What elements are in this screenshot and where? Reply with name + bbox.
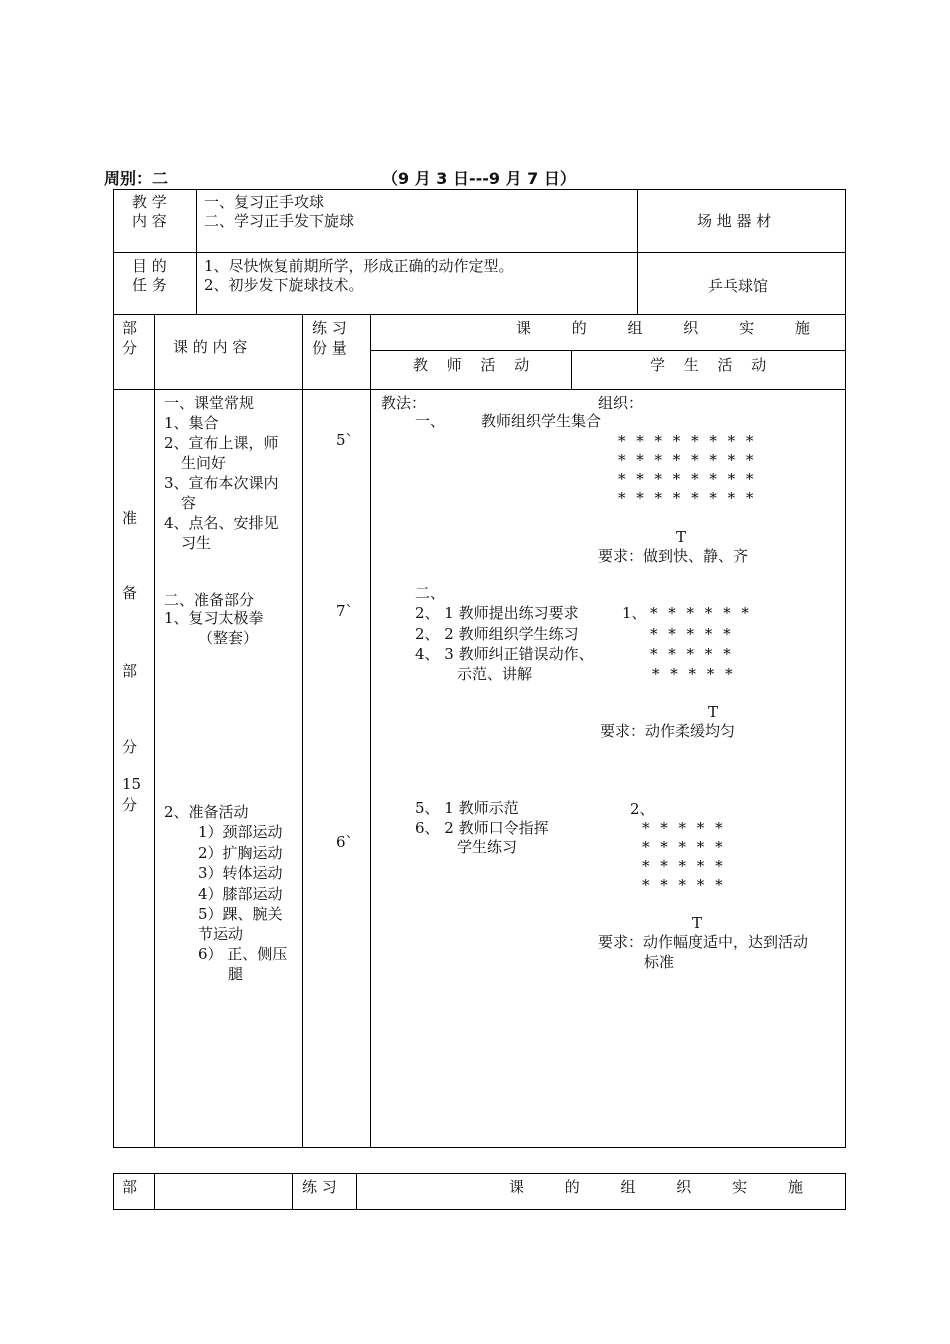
step3-line: 5、 1 教师示范 <box>415 799 519 817</box>
content-line: 2、准备活动 <box>164 803 249 821</box>
content-line: 4、点名、安排见 <box>164 514 279 532</box>
step1-number: 一、 <box>415 412 446 430</box>
header-student: 学 生 活 动 <box>650 356 774 374</box>
header-practice-2: 份 量 <box>312 339 347 357</box>
part-char-3: 部 <box>122 662 138 680</box>
table-col-divider <box>571 350 572 390</box>
table2-implementation: 课 的 组 织 实 施 <box>509 1178 821 1196</box>
step3-line: 学生练习 <box>457 838 518 856</box>
objective-2: 2、初步发下旋球技术。 <box>204 276 364 294</box>
formation1-row: * * * * * * * * <box>618 432 757 450</box>
header-part-2: 分 <box>122 339 138 357</box>
formation3-row: * * * * * <box>642 838 726 856</box>
week-label: 周别：二 <box>104 169 169 188</box>
content-line: 1、集合 <box>164 414 219 432</box>
table-row-divider <box>113 314 846 315</box>
formation1-row: * * * * * * * * <box>618 489 757 507</box>
table-border-right <box>845 189 846 1148</box>
teaching-content-label-2: 内 容 <box>132 212 167 230</box>
content-line: 习生 <box>181 534 212 552</box>
step2-number: 二、 <box>415 584 446 602</box>
table2-part: 部 <box>122 1178 138 1196</box>
method-label: 教法： <box>381 394 427 412</box>
duration-value: 15 <box>122 775 142 793</box>
table-row-divider <box>113 389 846 390</box>
part-char-4: 分 <box>122 738 138 756</box>
formation3-row: * * * * * <box>642 857 726 875</box>
formation2-prefix: 1、 <box>622 604 647 622</box>
content-line: 3）转体运动 <box>198 864 283 882</box>
content-line: 容 <box>181 494 197 512</box>
content-line: 5）踝、腕关 <box>198 905 283 923</box>
step2-line: 2、 1 教师提出练习要求 <box>415 604 579 622</box>
content-line: 生问好 <box>181 454 227 472</box>
table2-border-bottom <box>113 1209 846 1210</box>
formation1-row: * * * * * * * * <box>618 451 757 469</box>
formation2-row: * * * * * * <box>650 604 752 622</box>
step2-line: 2、 2 教师组织学生练习 <box>415 625 579 643</box>
formation3-prefix: 2、 <box>630 800 655 818</box>
venue: 乒乓球馆 <box>708 277 769 295</box>
teaching-content-1: 一、复习正手攻球 <box>204 193 325 211</box>
teacher-mark: T <box>692 914 703 932</box>
table-col-divider <box>370 314 371 1148</box>
formation2-row: * * * * * <box>650 625 734 643</box>
table-col-divider <box>637 189 638 315</box>
table2-col-divider <box>154 1173 155 1210</box>
table-border-top <box>113 189 846 190</box>
part-char-2: 备 <box>122 584 138 602</box>
requirement-3: 要求：动作幅度适中，达到活动 <box>598 933 809 951</box>
header-practice-1: 练 习 <box>312 319 347 337</box>
step1-text: 教师组织学生集合 <box>481 412 602 430</box>
table-border-left <box>113 189 114 1148</box>
requirement-1: 要求：做到快、静、齐 <box>598 547 749 565</box>
header-teacher: 教 师 活 动 <box>413 356 537 374</box>
content-line: 4）膝部运动 <box>198 885 283 903</box>
content-line: 2）扩胸运动 <box>198 844 283 862</box>
part-char-1: 准 <box>122 509 138 527</box>
content-line: 2、宣布上课，师 <box>164 434 279 452</box>
content-line: 3、宣布本次课内 <box>164 474 279 492</box>
header-part-1: 部 <box>122 319 138 337</box>
content-line: 二、准备部分 <box>164 591 255 609</box>
step3-line: 6、 2 教师口令指挥 <box>415 819 549 837</box>
content-line: （整套） <box>198 629 259 647</box>
table-row-divider <box>113 252 846 253</box>
practice-amount: 7` <box>336 602 354 620</box>
header-implementation: 课 的 组 织 实 施 <box>516 319 828 337</box>
requirement-3-cont: 标准 <box>644 953 675 971</box>
content-line: 6） 正、侧压 <box>198 945 288 963</box>
step2-line: 4、 3 教师纠正错误动作、 <box>415 645 594 663</box>
table-row-divider <box>370 350 846 351</box>
teacher-mark: T <box>676 528 687 546</box>
content-line: 一、课堂常规 <box>164 394 255 412</box>
date-range: （9 月 3 日---9 月 7 日） <box>382 169 576 188</box>
header-content: 课 的 内 容 <box>173 338 248 356</box>
practice-amount: 5` <box>336 431 354 449</box>
org-label: 组织： <box>598 394 644 412</box>
formation3-row: * * * * * <box>642 819 726 837</box>
teaching-content-2: 二、学习正手发下旋球 <box>204 212 355 230</box>
formation2-row: * * * * * <box>650 645 734 663</box>
teaching-content-label-1: 教 学 <box>132 193 167 211</box>
table2-border-top <box>113 1173 846 1174</box>
requirement-2: 要求：动作柔缓均匀 <box>600 722 736 740</box>
table-col-divider <box>154 314 155 1148</box>
step2-line: 示范、讲解 <box>457 665 533 683</box>
table-col-divider <box>302 314 303 1148</box>
objective-label-1: 目 的 <box>132 257 167 275</box>
formation3-row: * * * * * <box>642 876 726 894</box>
duration-unit: 分 <box>122 796 138 814</box>
practice-amount: 6` <box>336 833 354 851</box>
table2-border-left <box>113 1173 114 1210</box>
teacher-mark: T <box>708 703 719 721</box>
content-line: 1、复习太极拳 <box>164 609 264 627</box>
content-line: 1）颈部运动 <box>198 823 283 841</box>
objective-label-2: 任 务 <box>132 276 167 294</box>
table2-col-divider <box>356 1173 357 1210</box>
table2-col-divider <box>292 1173 293 1210</box>
objective-1: 1、尽快恢复前期所学，形成正确的动作定型。 <box>204 257 514 275</box>
content-line: 腿 <box>228 965 244 983</box>
table2-practice: 练 习 <box>302 1178 337 1196</box>
table-border-bottom <box>113 1147 846 1148</box>
formation1-row: * * * * * * * * <box>618 470 757 488</box>
venue-label: 场 地 器 材 <box>697 212 772 230</box>
table-col-divider <box>196 189 197 315</box>
table2-border-right <box>845 1173 846 1210</box>
content-line: 节运动 <box>198 925 244 943</box>
formation2-row: * * * * * <box>652 665 736 683</box>
